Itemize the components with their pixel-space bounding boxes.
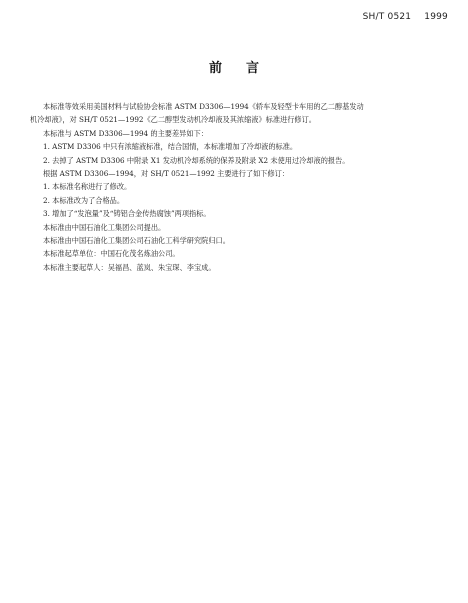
standard-header — [353, 12, 448, 22]
paragraph-line: 根据 ASTM D3306—1994，对 SH/T 0521—1992 主要进行了如下修订： — [43, 169, 290, 179]
paragraph-line: 机冷却液》，对 SH/T 0521—1992《乙二醇型发动机冷却液及其浓缩液》标准进行修订。 — [30, 115, 316, 125]
list-item: 2. 去掉了 ASTM D3306 中附录 X1 发动机冷却系统的保养及附录 X2 未使用过冷却液的报告。 — [43, 155, 350, 165]
list-item: 2. 本标准改为了合格品。 — [43, 195, 125, 205]
foreword-body — [30, 100, 446, 274]
paragraph-line: 本标准由中国石油化工集团公司提出。 — [43, 222, 166, 232]
list-item: 1. ASTM D3306 中只有浓缩液标准，结合国情，本标准增加了冷却液的标准。 — [43, 142, 298, 152]
page-title: 前言 — [208, 61, 283, 76]
paragraph-line: 本标准起草单位：中国石化茂名炼油公司。 — [43, 249, 180, 259]
paragraph-line: 本标准等效采用美国材料与试验协会标准 ASTM D3306—1994《轿车及轻型卡车用的乙二醇基发动 — [43, 102, 364, 111]
list-item: 1. 本标准名称进行了修改。 — [43, 182, 132, 192]
paragraph-line: 本标准由中国石油化工集团公司石油化工科学研究院归口。 — [43, 236, 230, 246]
paragraph-line: 本标准与 ASTM D3306—1994 的主要差异如下： — [43, 128, 208, 138]
standard-code: SH/T 0521 — [362, 12, 412, 22]
paragraph-line: 本标准主要起草人：吴福昌、蓝岚、朱宝琛、李宝成。 — [43, 262, 216, 272]
list-item: 3. 增加了“发泡量”及“铸铝合金传热腐蚀”两项指标。 — [43, 209, 211, 219]
standard-year: 1999 — [424, 12, 448, 22]
